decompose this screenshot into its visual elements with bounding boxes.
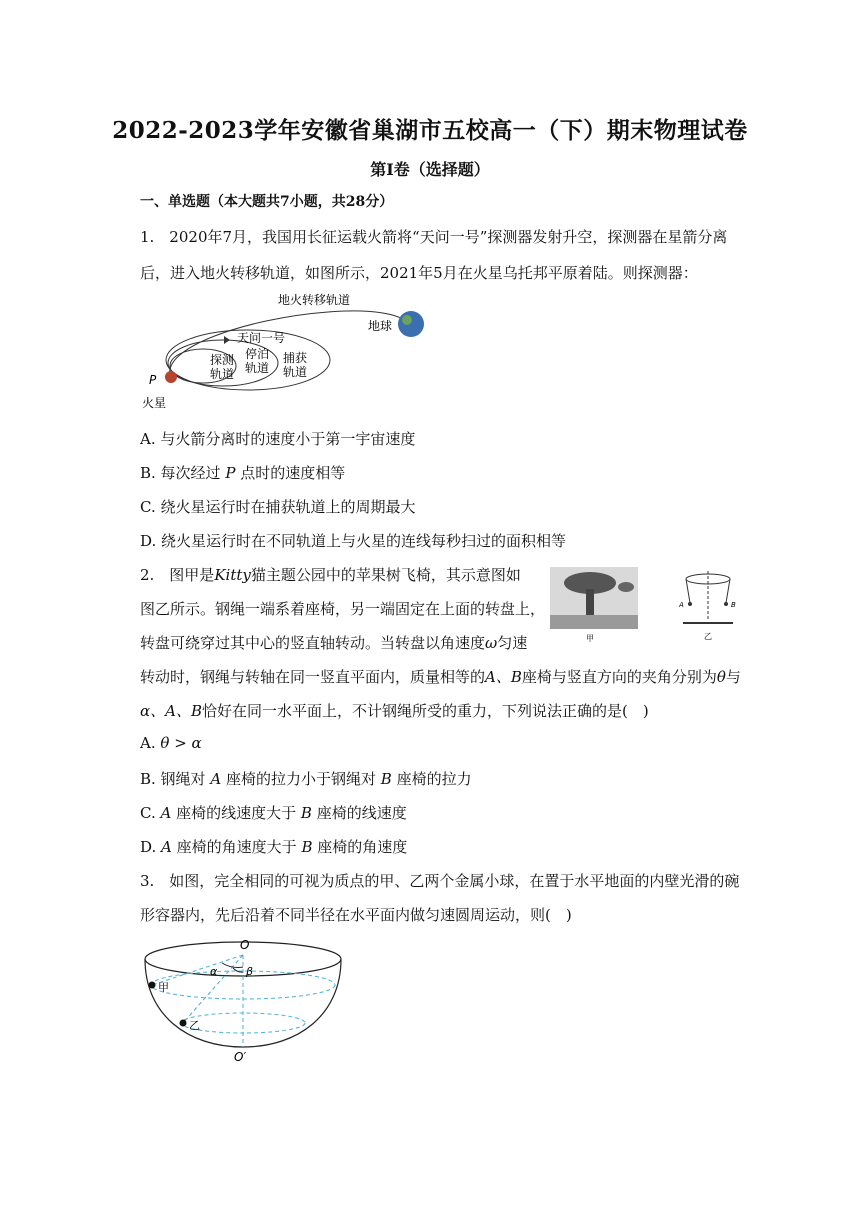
mars-icon <box>165 371 177 383</box>
q2-line1: 2. 图甲是Kitty猫主题公园中的苹果树飞椅，其示意图如 <box>140 566 521 584</box>
fig-b-label: B <box>731 601 736 609</box>
point-o-label: O <box>240 938 250 952</box>
page-subtitle: 第Ⅰ卷（选择题） <box>370 160 490 179</box>
mars-label: 火星 <box>142 396 167 410</box>
q1-option-b: B. 每次经过 P 点时的速度相等 <box>140 464 346 482</box>
capture-orbit-label-2: 轨道 <box>283 365 308 379</box>
ball-yi <box>180 1020 187 1027</box>
q1-option-d: D. 绕火星运行时在不同轨道上与火星的连线每秒扫过的面积相等 <box>140 532 567 550</box>
q2-line5: α、A、B恰好在同一水平面上，不计钢绳所受的重力，下列说法正确的是( ) <box>140 702 649 720</box>
q3-bowl-figure <box>138 935 353 1065</box>
detect-orbit-label-2: 轨道 <box>210 367 235 381</box>
q2-line2: 图乙所示。钢绳一端系着座椅，另一端固定在上面的转盘上， <box>140 600 546 618</box>
park-orbit-label-2: 轨道 <box>245 361 270 375</box>
q2-line3: 转盘可绕穿过其中心的竖直轴转动。当转盘以角速度ω匀速 <box>140 634 528 652</box>
probe-label: 天问一号 <box>237 331 286 345</box>
q3-line1: 3. 如图，完全相同的可视为质点的甲、乙两个金属小球，在置于水平地面的内壁光滑的碗 <box>140 872 740 890</box>
probe-icon <box>224 336 230 344</box>
q2-option-a: A. θ > α <box>140 734 202 752</box>
jia-label: 甲 <box>158 981 169 994</box>
q2-swing-figure <box>548 565 758 647</box>
fig-jia-label: 甲 <box>586 634 594 643</box>
q1-orbit-figure <box>138 288 438 413</box>
q1-line2: 后，进入地火转移轨道，如图所示，2021年5月在火星乌托邦平原着陆。则探测器： <box>140 264 698 282</box>
earth-icon <box>398 311 424 337</box>
q1-option-c: C. 绕火星运行时在捕获轨道上的周期最大 <box>140 498 416 516</box>
ball-jia <box>149 982 156 989</box>
alpha-label: α <box>210 965 218 978</box>
q2-option-c: C. A 座椅的线速度大于 B 座椅的线速度 <box>140 804 407 822</box>
point-o-prime-label: O′ <box>234 1050 247 1064</box>
page-title: 2022-2023学年安徽省巢湖市五校高一（下）期末物理试卷 <box>112 117 748 144</box>
p-point-label: P <box>149 373 157 387</box>
park-orbit-label-1: 停泊 <box>245 347 270 361</box>
q1-option-a: A. 与火箭分离时的速度小于第一宇宙速度 <box>140 430 416 448</box>
fig-a-label: A <box>679 601 684 609</box>
capture-orbit-label-1: 捕获 <box>283 351 308 365</box>
q2-option-b: B. 钢绳对 A 座椅的拉力小于钢绳对 B 座椅的拉力 <box>140 770 472 788</box>
fig-yi-label: 乙 <box>704 632 712 641</box>
q3-line2: 形容器内，先后沿着不同半径在水平面内做匀速圆周运动，则( ) <box>140 906 572 924</box>
section-heading: 一、单选题（本大题共7小题，共28分） <box>140 194 394 210</box>
q1-line1: 1. 2020年7月，我国用长征运载火箭将“天问一号”探测器发射升空，探测器在星箭分离 <box>140 228 728 246</box>
beta-label: β <box>246 965 254 978</box>
transfer-orbit-label: 地火转移轨道 <box>278 293 351 307</box>
q2-option-d: D. A 座椅的角速度大于 B 座椅的角速度 <box>140 838 408 856</box>
q2-line4: 转动时，钢绳与转轴在同一竖直平面内，质量相等的A、B座椅与竖直方向的夹角分别为θ与 <box>140 668 741 686</box>
detect-orbit-label-1: 探测 <box>210 353 235 367</box>
earth-label: 地球 <box>368 319 393 333</box>
yi-label: 乙 <box>189 1019 200 1032</box>
